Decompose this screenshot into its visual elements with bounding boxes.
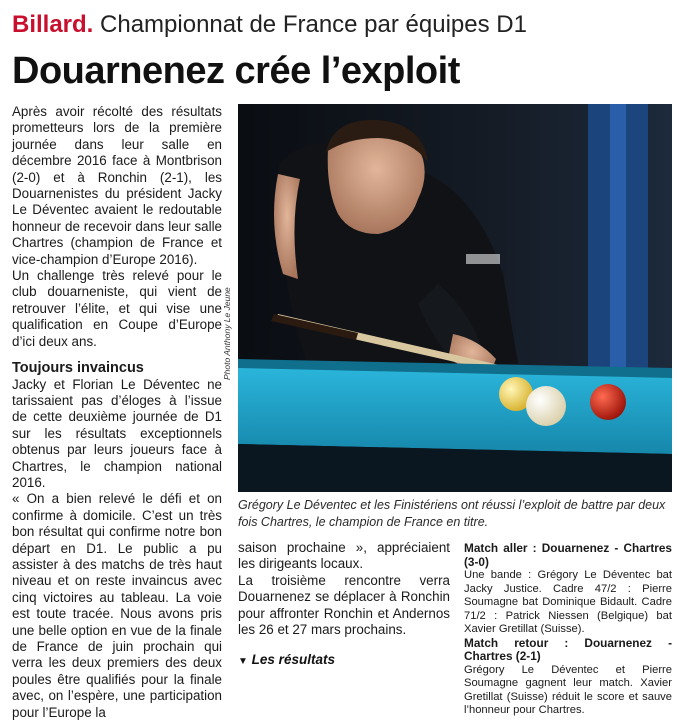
section-label: Billard. <box>12 11 94 38</box>
results-link[interactable] <box>238 652 335 667</box>
subheading: Toujours invaincus <box>12 360 144 377</box>
photo-caption: Grégory Le Déventec et les Finistériens ont réussi l’exploit de battre par deux fois Chartres, le champion de France en titre. <box>238 498 666 529</box>
topic-label: Championnat de France par équipes D1 <box>100 11 527 38</box>
results-box <box>464 542 672 718</box>
article-column-2 <box>238 540 450 638</box>
paragraph-quote-end: saison prochaine », appréciaient les dirigeants locaux. <box>238 540 450 572</box>
triangle-down-icon: ▼ <box>238 656 248 667</box>
match-aller-title: Match aller : Douarnenez - Chartres (3-0) <box>464 541 672 569</box>
paragraph-intro: Après avoir récolté des résultats prometteurs lors de la première journée dans leur salle en décembre 2016 face à Montbrison (2-0) et à Ronchin (2-1), les Douarnenistes du président Jacky Le Déventec avaient le redoutable honneur de recevoir dans leur salle Chartres (champion de France et vice-champion d’Europe 2016). <box>12 104 222 267</box>
billiards-photo-illustration <box>238 104 672 492</box>
paragraph-challenge: Un challenge très relevé pour le club douarneniste, qui vient de retrouver l’élite, et qui vise une qualification en Coupe d’Europe d’ici deux ans. <box>12 268 222 349</box>
paragraph-praise: Jacky et Florian Le Déventec ne tarissaient pas d’éloges à l’issue de cette deuxième journée de D1 sur les résultats exceptionnels obtenus par leurs joueurs face à Chartres, le champion national 2016. <box>12 376 222 490</box>
article-column-1 <box>12 104 222 721</box>
billiards-photo <box>238 104 672 492</box>
headline: Douarnenez crée l’exploit <box>12 50 460 92</box>
paragraph-next-match: La troisième rencontre verra Douarnenez se déplacer à Ronchin pour affronter Ronchin et Andernos les 26 et 27 mars prochains. <box>238 572 450 638</box>
match-retour-text: Grégory Le Déventec et Pierre Soumagne gagnent leur match. Xavier Gretillat (Suisse) réduit le score et sauve l’honneur pour Chartres. <box>464 663 672 716</box>
results-link-label: Les résultats <box>251 652 335 667</box>
paragraph-quote: « On a bien relevé le défi et on confirme à domicile. C’est un très bon résultat qui confirme notre bon départ en D1. Le public a pu assister à des matchs de très haut niveau et on reste invaincus avec cinq victoires au tableau. La voie est toute tracée. Nous avons pris une belle option en vue de la finale de France de juin prochain qui verra les deux premiers des deux poules être qualifiés pour la finale avec, on l’espère, une participation pour l’Europe la <box>12 491 222 720</box>
match-retour-title: Match retour : Douarnenez - Chartres (2-1) <box>464 635 672 663</box>
match-aller-text: Une bande : Grégory Le Déventec bat Jacky Justice. Cadre 47/2 : Pierre Soumagne bat Dominique Bidault. Cadre 71/2 : Patrick Niessen (Belgique) bat Xavier Gretillat (Suisse). <box>464 569 672 635</box>
photo-credit: Photo Anthony Le Jeune <box>222 287 232 380</box>
kicker <box>12 8 527 42</box>
